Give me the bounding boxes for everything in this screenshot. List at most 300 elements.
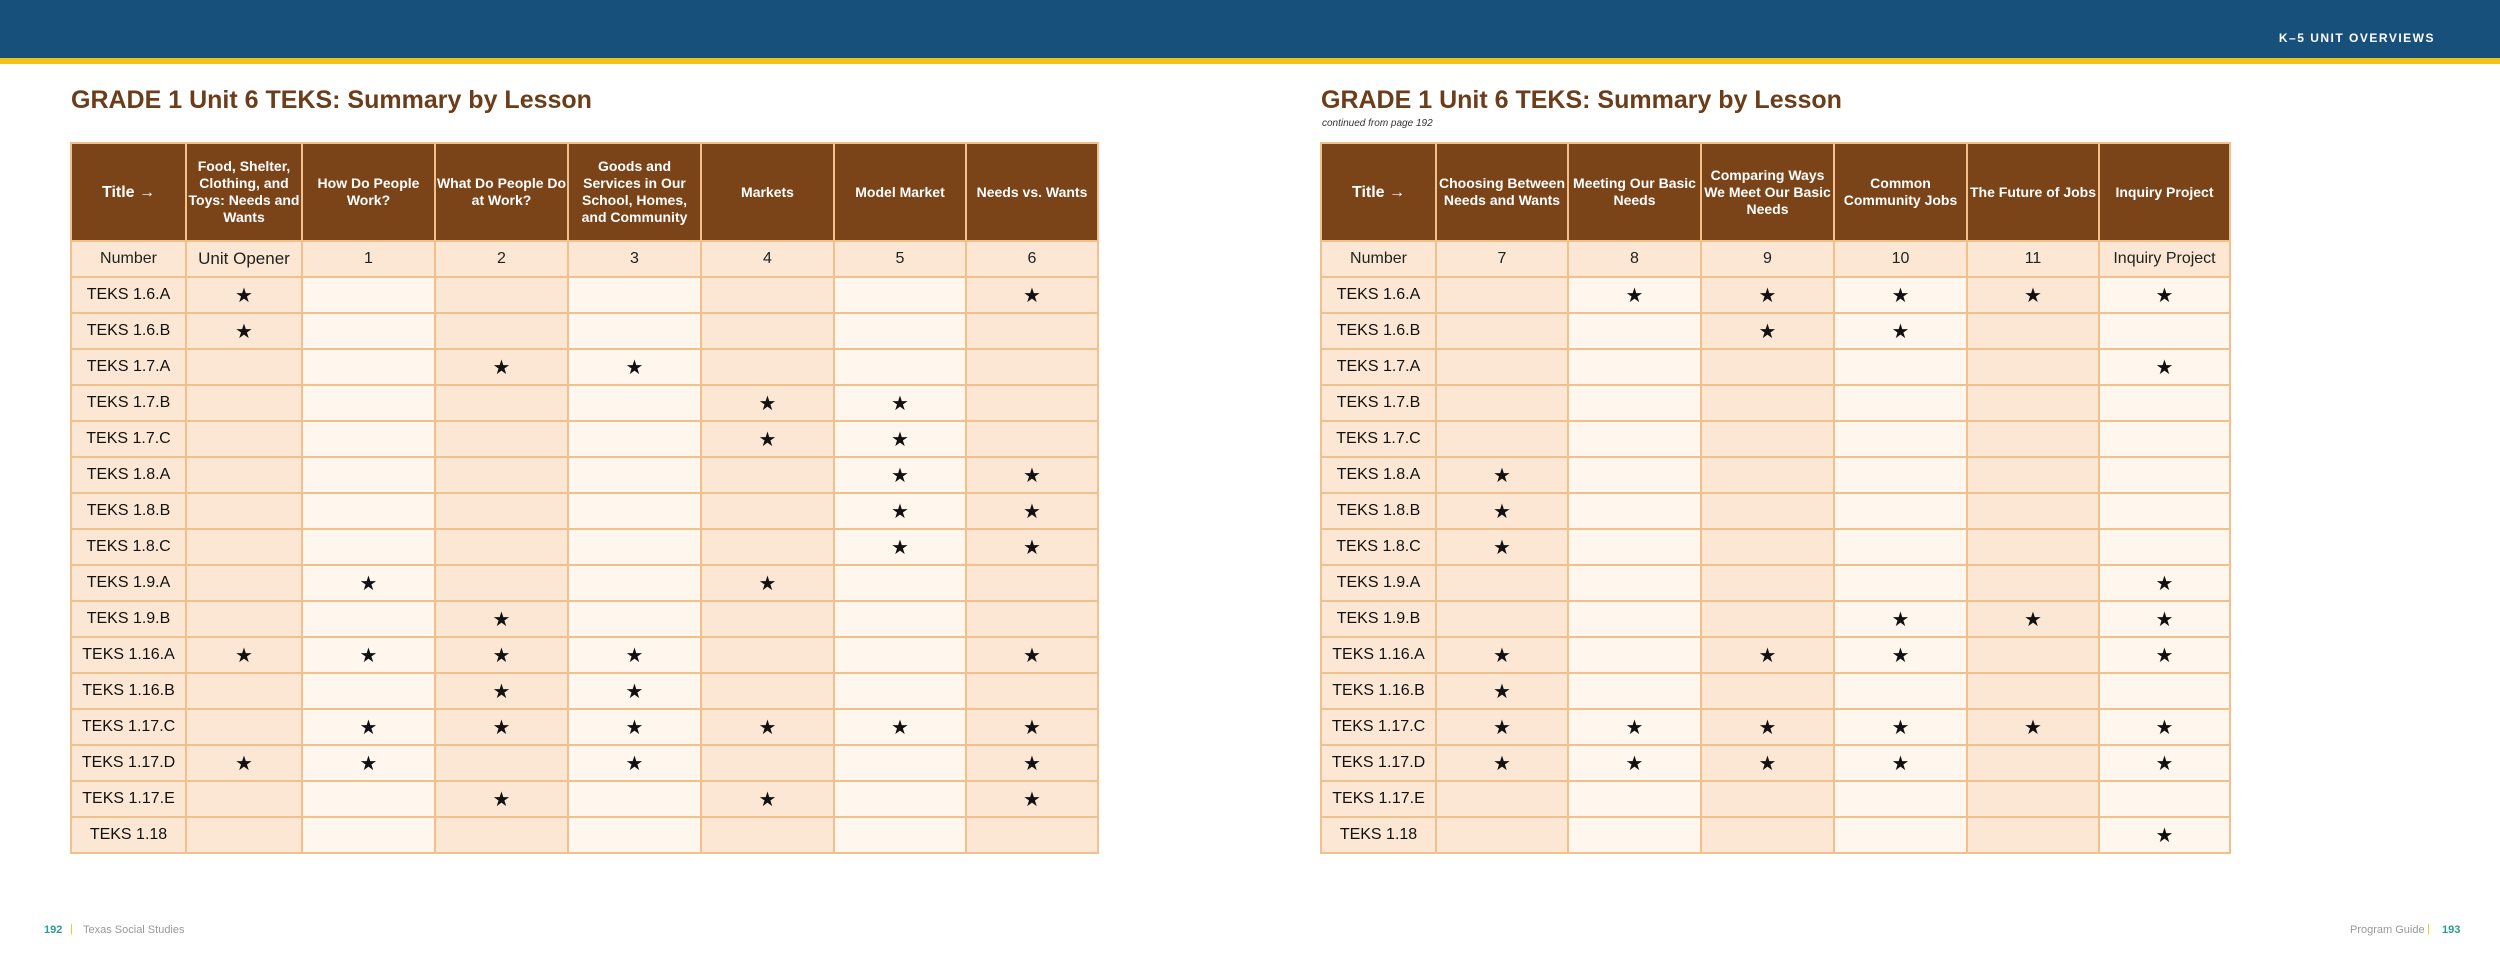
teks-mark-cell: ★ <box>435 673 568 709</box>
teks-code-cell: TEKS 1.6.A <box>1321 277 1436 313</box>
teks-row <box>1321 637 2230 673</box>
teks-mark-cell <box>435 493 568 529</box>
number-row <box>1321 241 2230 277</box>
teks-mark-cell: ★ <box>2099 745 2230 781</box>
lesson-number-cell: 7 <box>1436 241 1568 277</box>
teks-mark-cell <box>568 529 701 565</box>
teks-mark-cell: ★ <box>302 637 435 673</box>
teks-row <box>1321 421 2230 457</box>
teks-code-cell: TEKS 1.7.C <box>1321 421 1436 457</box>
teks-mark-cell <box>568 781 701 817</box>
teks-mark-cell <box>1834 817 1967 853</box>
teks-row <box>71 421 1098 457</box>
teks-code-cell: TEKS 1.16.A <box>1321 637 1436 673</box>
teks-mark-cell: ★ <box>1834 637 1967 673</box>
teks-mark-cell <box>186 817 302 853</box>
teks-code-cell: TEKS 1.8.A <box>1321 457 1436 493</box>
teks-row <box>1321 277 2230 313</box>
teks-mark-cell <box>966 313 1098 349</box>
teks-mark-cell <box>701 637 834 673</box>
teks-mark-cell: ★ <box>966 745 1098 781</box>
teks-mark-cell <box>1568 385 1701 421</box>
teks-row <box>71 817 1098 853</box>
teks-code-cell: TEKS 1.17.E <box>71 781 186 817</box>
teks-mark-cell <box>2099 529 2230 565</box>
teks-mark-cell <box>2099 385 2230 421</box>
teks-mark-cell <box>302 421 435 457</box>
teks-row <box>1321 349 2230 385</box>
teks-mark-cell: ★ <box>834 385 966 421</box>
teks-mark-cell <box>1967 637 2099 673</box>
teks-mark-cell <box>966 349 1098 385</box>
teks-mark-cell <box>966 385 1098 421</box>
teks-mark-cell: ★ <box>568 637 701 673</box>
teks-row <box>71 457 1098 493</box>
teks-mark-cell <box>186 385 302 421</box>
lesson-number-cell: 5 <box>834 241 966 277</box>
teks-row <box>1321 781 2230 817</box>
teks-row <box>1321 313 2230 349</box>
lesson-number-cell: 11 <box>1967 241 2099 277</box>
teks-mark-cell <box>186 673 302 709</box>
header-accent-stripe <box>0 58 2500 64</box>
teks-row <box>1321 385 2230 421</box>
teks-mark-cell <box>966 673 1098 709</box>
teks-mark-cell <box>568 493 701 529</box>
teks-mark-cell: ★ <box>701 565 834 601</box>
teks-mark-cell <box>701 529 834 565</box>
left-footer-text: Texas Social Studies <box>83 924 185 936</box>
teks-code-cell: TEKS 1.17.C <box>1321 709 1436 745</box>
number-label-cell: Number <box>71 241 186 277</box>
lesson-title-cell: Food, Shelter, Clothing, and Toys: Needs and Wants <box>186 143 302 241</box>
teks-code-cell: TEKS 1.17.D <box>1321 745 1436 781</box>
teks-mark-cell <box>1436 817 1568 853</box>
teks-mark-cell <box>1967 349 2099 385</box>
teks-mark-cell <box>834 565 966 601</box>
lesson-number-cell: 2 <box>435 241 568 277</box>
teks-mark-cell <box>1967 673 2099 709</box>
teks-code-cell: TEKS 1.16.A <box>71 637 186 673</box>
teks-mark-cell <box>966 421 1098 457</box>
teks-mark-cell: ★ <box>1701 745 1834 781</box>
teks-mark-cell: ★ <box>966 277 1098 313</box>
lesson-title-cell: Comparing Ways We Meet Our Basic Needs <box>1701 143 1834 241</box>
teks-mark-cell <box>834 781 966 817</box>
left-page-number: 192 <box>44 924 63 936</box>
teks-mark-cell: ★ <box>2099 709 2230 745</box>
teks-mark-cell <box>834 313 966 349</box>
lesson-title-cell: Markets <box>701 143 834 241</box>
teks-mark-cell <box>1701 781 1834 817</box>
teks-mark-cell <box>1568 349 1701 385</box>
left-page-title: GRADE 1 Unit 6 TEKS: Summary by Lesson <box>71 86 592 114</box>
teks-mark-cell <box>834 637 966 673</box>
right-page-title: GRADE 1 Unit 6 TEKS: Summary by Lesson <box>1321 86 1842 114</box>
teks-mark-cell <box>1967 457 2099 493</box>
teks-mark-cell <box>701 457 834 493</box>
teks-code-cell: TEKS 1.6.B <box>1321 313 1436 349</box>
teks-code-cell: TEKS 1.8.C <box>1321 529 1436 565</box>
teks-code-cell: TEKS 1.7.C <box>71 421 186 457</box>
teks-mark-cell <box>1568 493 1701 529</box>
teks-code-cell: TEKS 1.7.B <box>71 385 186 421</box>
teks-mark-cell: ★ <box>834 493 966 529</box>
teks-mark-cell: ★ <box>435 637 568 673</box>
teks-mark-cell <box>1701 529 1834 565</box>
teks-code-cell: TEKS 1.16.B <box>71 673 186 709</box>
teks-mark-cell: ★ <box>1701 709 1834 745</box>
teks-mark-cell <box>1436 601 1568 637</box>
teks-mark-cell <box>186 709 302 745</box>
lesson-title-cell: What Do People Do at Work? <box>435 143 568 241</box>
teks-mark-cell <box>966 817 1098 853</box>
teks-mark-cell: ★ <box>701 421 834 457</box>
teks-mark-cell: ★ <box>302 565 435 601</box>
teks-mark-cell: ★ <box>1436 457 1568 493</box>
header-row <box>71 143 1098 241</box>
teks-mark-cell <box>186 781 302 817</box>
lesson-number-cell: 1 <box>302 241 435 277</box>
teks-mark-cell <box>2099 457 2230 493</box>
teks-mark-cell <box>701 601 834 637</box>
teks-mark-cell <box>435 457 568 493</box>
lesson-number-cell: 4 <box>701 241 834 277</box>
teks-mark-cell: ★ <box>2099 817 2230 853</box>
teks-mark-cell <box>1701 421 1834 457</box>
teks-mark-cell: ★ <box>1568 277 1701 313</box>
teks-mark-cell: ★ <box>966 781 1098 817</box>
section-label: K–5 UNIT OVERVIEWS <box>2278 31 2435 45</box>
right-teks-table <box>1320 142 2231 854</box>
teks-mark-cell <box>568 601 701 637</box>
teks-mark-cell <box>834 277 966 313</box>
teks-mark-cell <box>1568 673 1701 709</box>
teks-mark-cell <box>1568 457 1701 493</box>
teks-code-cell: TEKS 1.9.A <box>1321 565 1436 601</box>
lesson-title-cell: Inquiry Project <box>2099 143 2230 241</box>
teks-mark-cell: ★ <box>834 457 966 493</box>
teks-mark-cell: ★ <box>1436 673 1568 709</box>
teks-mark-cell: ★ <box>1967 277 2099 313</box>
teks-mark-cell: ★ <box>701 781 834 817</box>
teks-mark-cell: ★ <box>2099 277 2230 313</box>
teks-mark-cell <box>1967 745 2099 781</box>
teks-mark-cell <box>966 601 1098 637</box>
teks-mark-cell <box>834 745 966 781</box>
teks-mark-cell: ★ <box>568 673 701 709</box>
teks-mark-cell <box>701 349 834 385</box>
teks-mark-cell <box>186 529 302 565</box>
right-page-number: 193 <box>2442 924 2461 936</box>
teks-code-cell: TEKS 1.17.C <box>71 709 186 745</box>
teks-mark-cell <box>302 313 435 349</box>
teks-row <box>71 565 1098 601</box>
teks-mark-cell: ★ <box>966 637 1098 673</box>
lesson-title-cell: How Do People Work? <box>302 143 435 241</box>
teks-mark-cell <box>834 601 966 637</box>
teks-mark-cell: ★ <box>966 457 1098 493</box>
teks-mark-cell <box>568 565 701 601</box>
teks-mark-cell <box>435 817 568 853</box>
teks-mark-cell: ★ <box>186 637 302 673</box>
teks-mark-cell <box>568 313 701 349</box>
teks-mark-cell <box>1701 493 1834 529</box>
teks-mark-cell <box>834 673 966 709</box>
teks-mark-cell: ★ <box>834 529 966 565</box>
lesson-number-cell: 10 <box>1834 241 1967 277</box>
right-footer-separator: | <box>2427 923 2430 935</box>
teks-mark-cell: ★ <box>435 601 568 637</box>
teks-mark-cell <box>1967 493 2099 529</box>
teks-mark-cell <box>1701 457 1834 493</box>
teks-mark-cell: ★ <box>1436 637 1568 673</box>
teks-mark-cell <box>302 457 435 493</box>
teks-code-cell: TEKS 1.7.A <box>1321 349 1436 385</box>
teks-mark-cell: ★ <box>1834 277 1967 313</box>
teks-mark-cell <box>1834 493 1967 529</box>
teks-row <box>1321 565 2230 601</box>
teks-mark-cell <box>1834 781 1967 817</box>
teks-mark-cell <box>1701 565 1834 601</box>
teks-mark-cell <box>435 277 568 313</box>
teks-mark-cell: ★ <box>701 385 834 421</box>
teks-mark-cell: ★ <box>966 529 1098 565</box>
lesson-title-cell: Model Market <box>834 143 966 241</box>
teks-mark-cell: ★ <box>834 421 966 457</box>
lesson-title-cell: The Future of Jobs <box>1967 143 2099 241</box>
teks-mark-cell <box>302 781 435 817</box>
teks-mark-cell <box>1701 349 1834 385</box>
teks-code-cell: TEKS 1.8.B <box>1321 493 1436 529</box>
teks-mark-cell <box>1834 673 1967 709</box>
left-footer-separator: | <box>70 923 73 935</box>
teks-code-cell: TEKS 1.17.E <box>1321 781 1436 817</box>
teks-mark-cell <box>1701 385 1834 421</box>
lesson-number-cell: Unit Opener <box>186 241 302 277</box>
teks-mark-cell <box>1568 529 1701 565</box>
teks-mark-cell <box>1701 817 1834 853</box>
teks-mark-cell <box>1834 565 1967 601</box>
teks-mark-cell <box>834 349 966 385</box>
teks-mark-cell <box>2099 313 2230 349</box>
teks-mark-cell: ★ <box>1701 277 1834 313</box>
teks-row <box>1321 745 2230 781</box>
teks-code-cell: TEKS 1.18 <box>1321 817 1436 853</box>
teks-mark-cell <box>435 565 568 601</box>
teks-mark-cell: ★ <box>834 709 966 745</box>
lesson-title-cell: Needs vs. Wants <box>966 143 1098 241</box>
teks-row <box>1321 493 2230 529</box>
teks-mark-cell <box>701 817 834 853</box>
teks-row <box>1321 529 2230 565</box>
teks-mark-cell <box>1568 781 1701 817</box>
teks-mark-cell <box>568 457 701 493</box>
teks-code-cell: TEKS 1.7.A <box>71 349 186 385</box>
teks-code-cell: TEKS 1.18 <box>71 817 186 853</box>
teks-mark-cell: ★ <box>1834 601 1967 637</box>
teks-mark-cell: ★ <box>435 349 568 385</box>
teks-mark-cell <box>568 385 701 421</box>
teks-row <box>71 385 1098 421</box>
teks-row <box>71 277 1098 313</box>
teks-row <box>71 493 1098 529</box>
teks-mark-cell <box>701 277 834 313</box>
teks-row <box>71 781 1098 817</box>
teks-mark-cell: ★ <box>568 349 701 385</box>
teks-mark-cell <box>701 313 834 349</box>
lesson-number-cell: 6 <box>966 241 1098 277</box>
teks-code-cell: TEKS 1.9.A <box>71 565 186 601</box>
teks-mark-cell <box>568 421 701 457</box>
teks-mark-cell: ★ <box>2099 565 2230 601</box>
teks-mark-cell <box>966 565 1098 601</box>
left-teks-table <box>70 142 1099 854</box>
teks-mark-cell <box>1568 565 1701 601</box>
teks-code-cell: TEKS 1.8.A <box>71 457 186 493</box>
teks-mark-cell <box>302 817 435 853</box>
teks-mark-cell: ★ <box>1701 313 1834 349</box>
teks-mark-cell: ★ <box>701 709 834 745</box>
teks-mark-cell <box>1834 457 1967 493</box>
teks-mark-cell <box>302 349 435 385</box>
teks-mark-cell <box>1701 601 1834 637</box>
teks-mark-cell <box>1436 277 1568 313</box>
teks-mark-cell: ★ <box>186 277 302 313</box>
teks-row <box>71 349 1098 385</box>
teks-code-cell: TEKS 1.7.B <box>1321 385 1436 421</box>
teks-mark-cell <box>1568 601 1701 637</box>
teks-mark-cell: ★ <box>1701 637 1834 673</box>
lesson-title-cell: Choosing Between Needs and Wants <box>1436 143 1568 241</box>
lesson-title-cell: Goods and Services in Our School, Homes, and Community <box>568 143 701 241</box>
number-row <box>71 241 1098 277</box>
lesson-number-cell: 3 <box>568 241 701 277</box>
teks-mark-cell <box>1834 421 1967 457</box>
teks-mark-cell <box>186 601 302 637</box>
teks-mark-cell: ★ <box>568 745 701 781</box>
teks-mark-cell: ★ <box>302 745 435 781</box>
teks-mark-cell <box>2099 673 2230 709</box>
teks-code-cell: TEKS 1.9.B <box>1321 601 1436 637</box>
teks-mark-cell <box>2099 421 2230 457</box>
teks-row <box>1321 709 2230 745</box>
lesson-number-cell: 9 <box>1701 241 1834 277</box>
teks-mark-cell <box>302 385 435 421</box>
teks-mark-cell <box>186 457 302 493</box>
teks-row <box>71 745 1098 781</box>
teks-mark-cell: ★ <box>2099 601 2230 637</box>
lesson-number-cell: Inquiry Project <box>2099 241 2230 277</box>
title-header-cell: Title → <box>1321 143 1436 241</box>
teks-mark-cell: ★ <box>186 745 302 781</box>
teks-mark-cell <box>186 421 302 457</box>
teks-row <box>71 313 1098 349</box>
teks-mark-cell <box>2099 493 2230 529</box>
teks-row <box>1321 457 2230 493</box>
teks-mark-cell: ★ <box>1967 709 2099 745</box>
teks-mark-cell: ★ <box>1436 493 1568 529</box>
teks-row <box>1321 817 2230 853</box>
teks-mark-cell <box>1967 565 2099 601</box>
teks-row <box>71 709 1098 745</box>
teks-mark-cell: ★ <box>966 709 1098 745</box>
teks-code-cell: TEKS 1.8.B <box>71 493 186 529</box>
teks-code-cell: TEKS 1.8.C <box>71 529 186 565</box>
teks-mark-cell <box>1436 385 1568 421</box>
teks-mark-cell: ★ <box>568 709 701 745</box>
teks-mark-cell <box>1834 385 1967 421</box>
teks-mark-cell <box>1568 817 1701 853</box>
teks-mark-cell <box>1436 565 1568 601</box>
teks-mark-cell: ★ <box>2099 349 2230 385</box>
teks-mark-cell <box>1967 817 2099 853</box>
teks-mark-cell <box>186 493 302 529</box>
teks-mark-cell <box>1967 313 2099 349</box>
teks-mark-cell <box>302 673 435 709</box>
lesson-title-cell: Meeting Our Basic Needs <box>1568 143 1701 241</box>
teks-mark-cell <box>1967 529 2099 565</box>
teks-mark-cell <box>1834 529 1967 565</box>
lesson-number-cell: 8 <box>1568 241 1701 277</box>
teks-code-cell: TEKS 1.17.D <box>71 745 186 781</box>
teks-mark-cell <box>568 817 701 853</box>
teks-mark-cell <box>302 493 435 529</box>
number-label-cell: Number <box>1321 241 1436 277</box>
teks-mark-cell: ★ <box>435 709 568 745</box>
teks-mark-cell <box>2099 781 2230 817</box>
teks-mark-cell <box>568 277 701 313</box>
teks-mark-cell: ★ <box>2099 637 2230 673</box>
teks-mark-cell <box>1967 385 2099 421</box>
lesson-title-cell: Common Community Jobs <box>1834 143 1967 241</box>
teks-mark-cell: ★ <box>1834 709 1967 745</box>
teks-mark-cell <box>186 349 302 385</box>
teks-mark-cell: ★ <box>302 709 435 745</box>
title-header-cell: Title → <box>71 143 186 241</box>
teks-mark-cell <box>1701 673 1834 709</box>
header-bar <box>0 0 2500 58</box>
teks-mark-cell <box>435 529 568 565</box>
teks-mark-cell <box>1436 349 1568 385</box>
teks-row <box>71 529 1098 565</box>
teks-mark-cell <box>302 601 435 637</box>
teks-mark-cell <box>435 385 568 421</box>
teks-mark-cell: ★ <box>1568 745 1701 781</box>
teks-mark-cell <box>302 277 435 313</box>
teks-code-cell: TEKS 1.6.B <box>71 313 186 349</box>
teks-mark-cell: ★ <box>186 313 302 349</box>
teks-mark-cell: ★ <box>435 781 568 817</box>
teks-row <box>1321 601 2230 637</box>
teks-mark-cell: ★ <box>1967 601 2099 637</box>
teks-code-cell: TEKS 1.9.B <box>71 601 186 637</box>
teks-mark-cell <box>302 529 435 565</box>
teks-mark-cell <box>435 313 568 349</box>
teks-mark-cell <box>1568 313 1701 349</box>
teks-mark-cell <box>435 421 568 457</box>
teks-mark-cell <box>1436 421 1568 457</box>
teks-row <box>71 673 1098 709</box>
continued-note: continued from page 192 <box>1322 118 1433 129</box>
teks-mark-cell <box>1834 349 1967 385</box>
teks-mark-cell: ★ <box>966 493 1098 529</box>
right-footer-text: Program Guide <box>2350 924 2425 936</box>
teks-mark-cell <box>1436 313 1568 349</box>
teks-mark-cell: ★ <box>1834 745 1967 781</box>
teks-mark-cell: ★ <box>1436 745 1568 781</box>
teks-code-cell: TEKS 1.6.A <box>71 277 186 313</box>
